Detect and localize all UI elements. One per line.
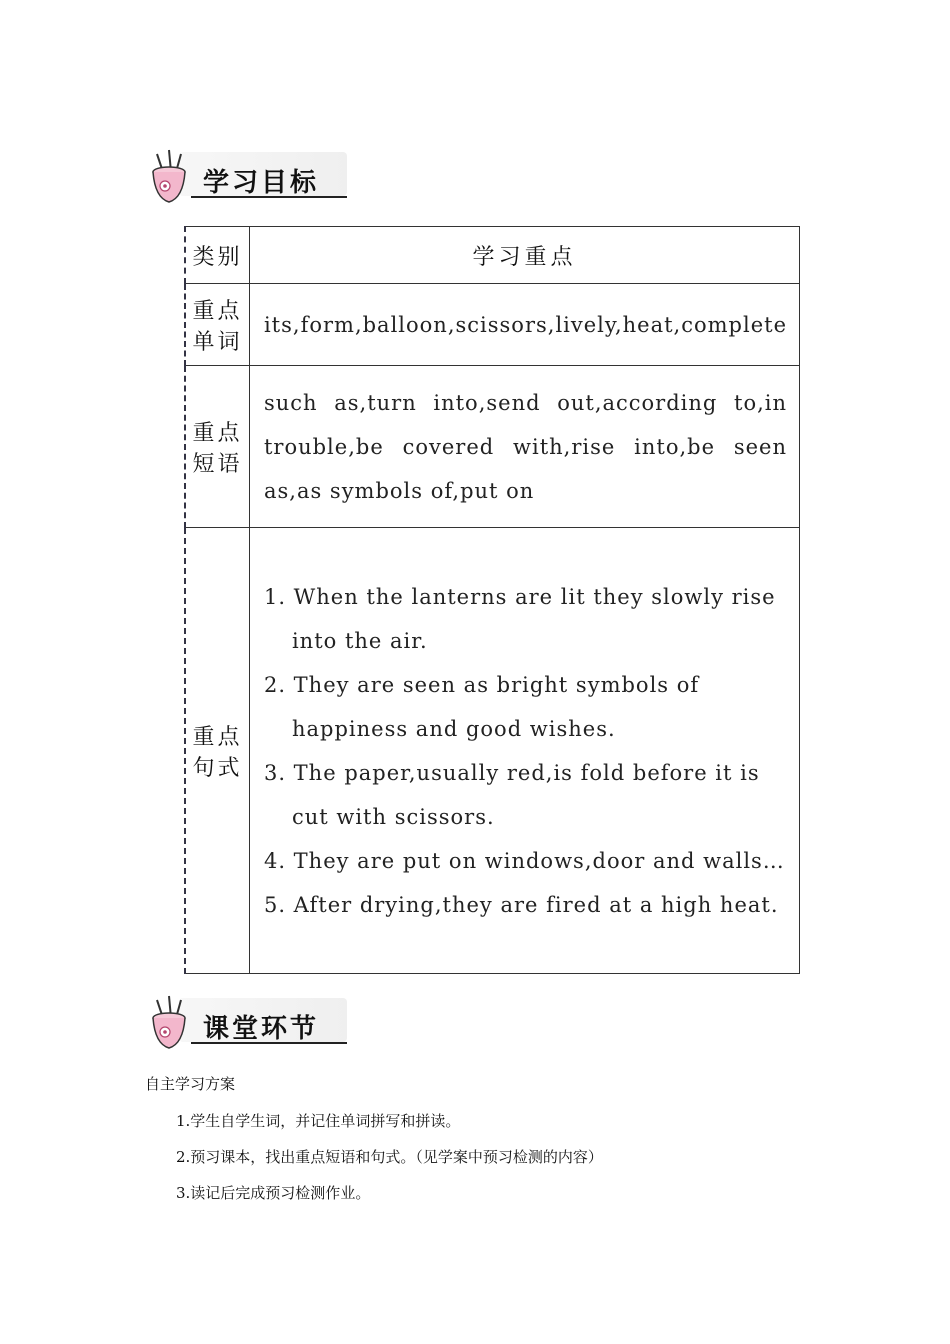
category-cell: 重点句式 <box>185 528 249 974</box>
sentence-item: 3. The paper,usually red,is fold before it is cut with scissors. <box>263 760 760 829</box>
plan-item: 2.预习课本，找出重点短语和句式。（见学案中预习检测的内容） <box>176 1148 603 1166</box>
section-banner-classroom <box>143 994 353 1054</box>
section-banner-objectives <box>143 148 353 208</box>
objectives-table <box>184 226 800 974</box>
banner-title: 学习目标 <box>203 168 320 198</box>
category-cell: 重点单词 <box>185 284 249 366</box>
plan-item: 3.读记后完成预习检测作业。 <box>176 1184 371 1202</box>
header-focus: 学习重点 <box>249 227 799 284</box>
key-words-text: its,form,balloon,scissors,lively,heat,complete <box>263 312 787 337</box>
sentence-item: 2. They are seen as bright symbols of happiness and good wishes. <box>263 672 700 741</box>
sentence-item: 5. After drying,they are fired at a high heat. <box>263 892 779 917</box>
table-row <box>185 528 800 974</box>
sentence-item: 1. When the lanterns are lit they slowly rise into the air. <box>263 584 776 653</box>
plan-item: 1.学生自学生词，并记住单词拼写和拼读。 <box>176 1112 461 1130</box>
category-cell: 重点短语 <box>185 366 249 528</box>
content-cell <box>249 284 799 366</box>
content-cell <box>249 366 799 528</box>
banner-underline <box>191 196 347 198</box>
table-row <box>185 366 800 528</box>
banner-underline <box>191 1042 347 1044</box>
table-header-row <box>185 227 800 284</box>
key-phrases-text: such as,turn into,send out,according to,in trouble,be covered with,rise into,be seen as,as symbols of,put on <box>263 390 787 503</box>
plan-heading: 自主学习方案 <box>145 1075 236 1093</box>
table-row <box>185 284 800 366</box>
pencil-pot-icon <box>143 994 195 1052</box>
banner-title: 课堂环节 <box>203 1014 320 1044</box>
content-cell <box>249 528 799 974</box>
sentence-item: 4. They are put on windows,door and walls… <box>263 848 785 873</box>
header-category: 类别 <box>185 227 249 284</box>
pencil-pot-icon <box>143 148 195 206</box>
